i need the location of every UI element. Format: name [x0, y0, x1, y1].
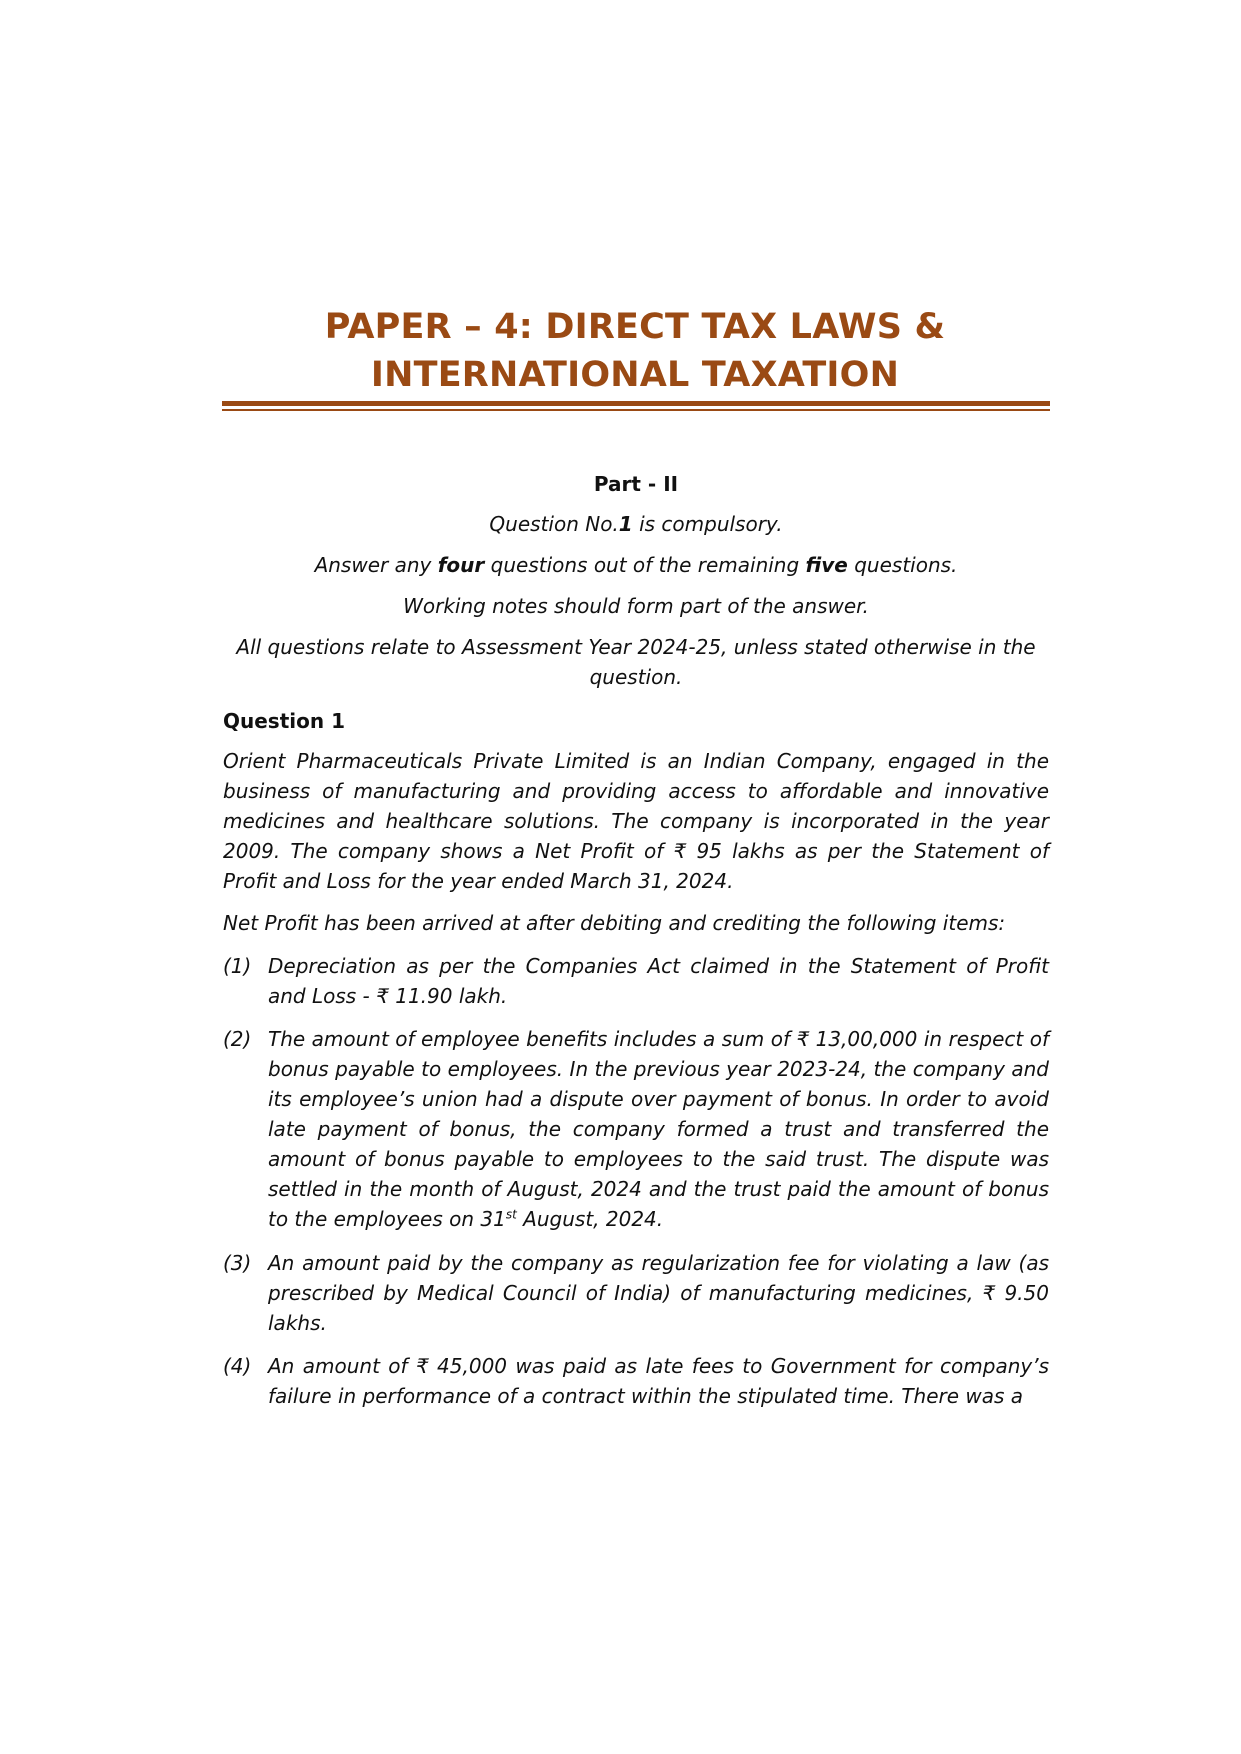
question-intro: Orient Pharmaceuticals Private Limited is an Indian Company, engaged in the business of manufacturing and providing access to affordable and innovative medicines and healthcare solutions. The company is incorporated in the year 2009. The company shows a Net Profit of ₹ 95 lakhs as per the Statement of Profit and Loss for the year ended March 31, 2024.	[223, 749, 1049, 893]
list-item-number: (1)	[223, 954, 252, 978]
title-rule-thick	[222, 401, 1050, 406]
instruction-emphasis: five	[805, 553, 848, 577]
instruction-emphasis: four	[437, 553, 485, 577]
instruction-text: Question No.	[489, 512, 619, 536]
list-item-number: (4)	[223, 1354, 252, 1378]
instruction-answer-any	[223, 550, 1049, 580]
list-item-text-part: August, 2024.	[516, 1207, 664, 1231]
instruction-emphasis: 1	[618, 512, 633, 536]
list-item-text: An amount of ₹ 45,000 was paid as late fees to Government for company’s failure in performance of a contract within the stipulated time. There was a	[268, 1354, 1049, 1408]
instruction-text: questions.	[847, 553, 958, 577]
title-line-1: PAPER – 4: DIRECT TAX LAWS &	[324, 307, 946, 347]
instruction-compulsory	[223, 509, 1049, 539]
list-item-number: (3)	[223, 1251, 252, 1275]
ordinal-superscript: st	[505, 1207, 517, 1222]
part-heading: Part - II	[593, 472, 679, 496]
page-title	[222, 303, 1048, 399]
instruction-text: questions out of the remaining	[484, 553, 806, 577]
list-item-text: An amount paid by the company as regularization fee for violating a law (as prescribed by Medical Council of India) of manufacturing medicines, ₹ 9.50 lakhs.	[268, 1251, 1049, 1335]
instruction-text: Answer any	[314, 553, 438, 577]
question-heading: Question 1	[223, 709, 345, 733]
list-item-text	[268, 1024, 1049, 1234]
list-item-text: Depreciation as per the Companies Act claimed in the Statement of Profit and Loss - ₹ 11.90 lakh.	[268, 954, 1049, 1008]
instruction-text: is compulsory.	[632, 512, 783, 536]
title-rule-thin	[222, 409, 1050, 411]
instruction-working-notes: Working notes should form part of the answer.	[403, 594, 869, 618]
list-item-number: (2)	[223, 1027, 252, 1051]
title-line-2: INTERNATIONAL TAXATION	[370, 355, 900, 395]
list-item-text-part: The amount of employee benefits includes a sum of ₹ 13,00,000 in respect of bonus payable to employees. In the previous year 2023-24, the company and its employee’s union had a dispute over payment of bonus. In order to avoid late payment of bonus, the company formed a trust and transferred the amount of bonus payable to employees to the said trust. The dispute was settled in the month of August, 2024 and the trust paid the amount of bonus to the employees on 31	[268, 1027, 1049, 1231]
instruction-assessment-year: All questions relate to Assessment Year 2024-25, unless stated otherwise in the question.	[236, 635, 1036, 689]
question-lead: Net Profit has been arrived at after debiting and crediting the following items:	[223, 911, 1006, 935]
